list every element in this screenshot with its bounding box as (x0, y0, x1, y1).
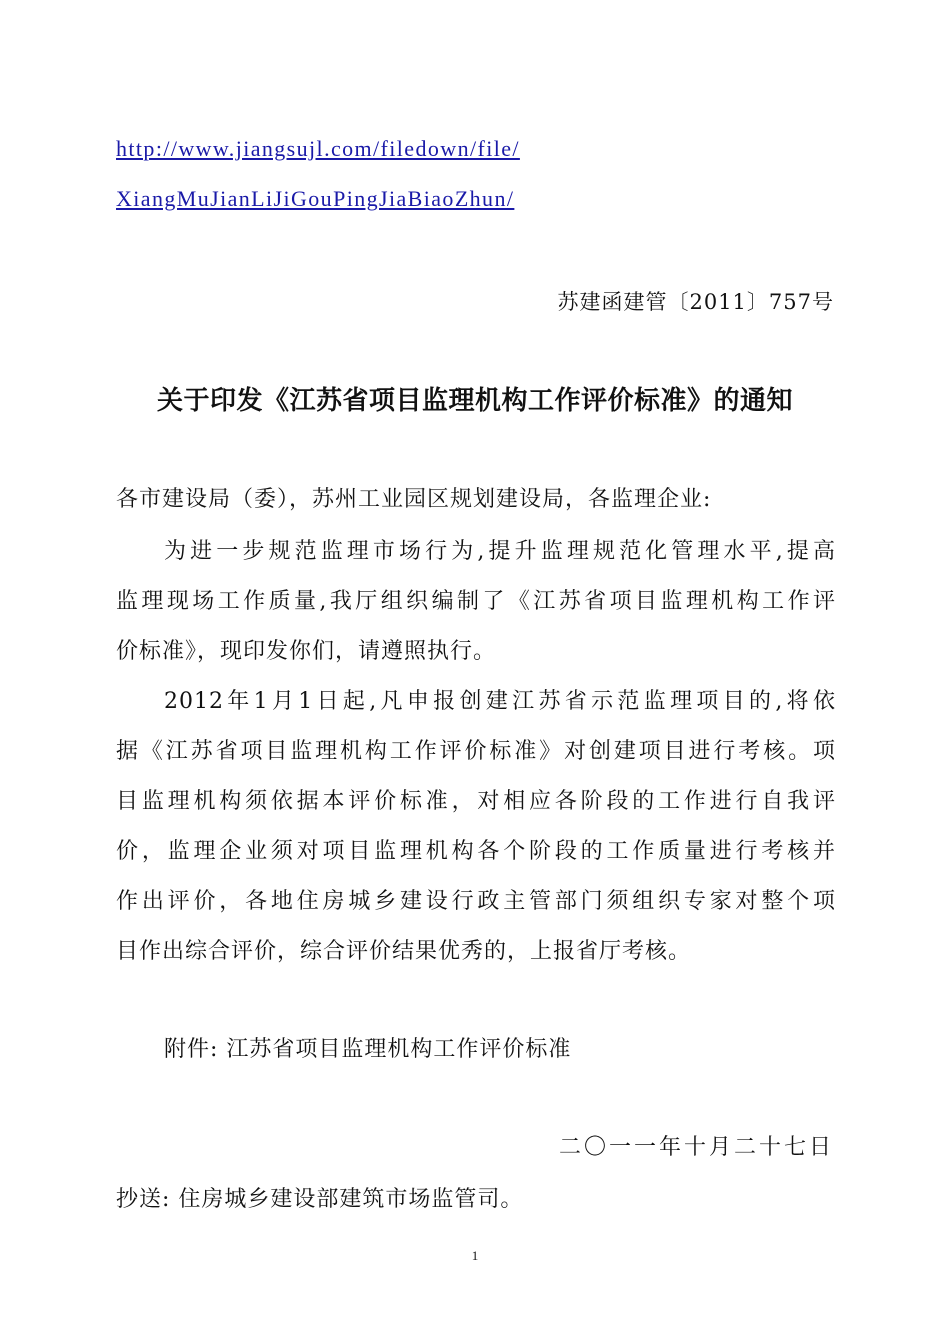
document-number: 苏建函建管〔2011〕757号 (557, 290, 834, 314)
para1-line2: 监理现场工作质量,我厅组织编制了《江苏省项目监理机构工作评 (116, 589, 836, 614)
para1-line3: 价标准》，现印发你们，请遵照执行。 (116, 639, 497, 664)
attachment-note: 附件: 江苏省项目监理机构工作评价标准 (164, 1037, 572, 1062)
issue-date: 二〇一一年十月二十七日 (558, 1135, 834, 1160)
page-number: 1 (471, 1248, 479, 1263)
page-title: 关于印发《江苏省项目监理机构工作评价标准》的通知 (156, 386, 793, 416)
para2-line1: 2012年1月1日起,凡申报创建江苏省示范监理项目的,将依 (164, 689, 836, 714)
para2-line4: 价，监理企业须对项目监理机构各个阶段的工作质量进行考核并 (116, 839, 836, 864)
para2-line6: 目作出综合评价，综合评价结果优秀的，上报省厅考核。 (116, 939, 692, 964)
addressee: 各市建设局（委），苏州工业园区规划建设局，各监理企业: (116, 487, 712, 512)
para1-line1: 为进一步规范监理市场行为,提升监理规范化管理水平,提高 (164, 539, 836, 564)
cc-line: 抄送: 住房城乡建设部建筑市场监管司。 (116, 1187, 524, 1212)
para2-line5: 作出评价，各地住房城乡建设行政主管部门须组织专家对整个项 (116, 889, 836, 914)
source-link-line2[interactable]: XiangMuJianLiJiGouPingJiaBiaoZhun/ (116, 186, 515, 211)
para2-line3: 目监理机构须依据本评价标准，对相应各阶段的工作进行自我评 (116, 789, 836, 814)
para2-line2: 据《江苏省项目监理机构工作评价标准》对创建项目进行考核。项 (116, 739, 836, 764)
source-link-line1[interactable]: http://www.jiangsujl.com/filedown/file/ (116, 136, 520, 161)
